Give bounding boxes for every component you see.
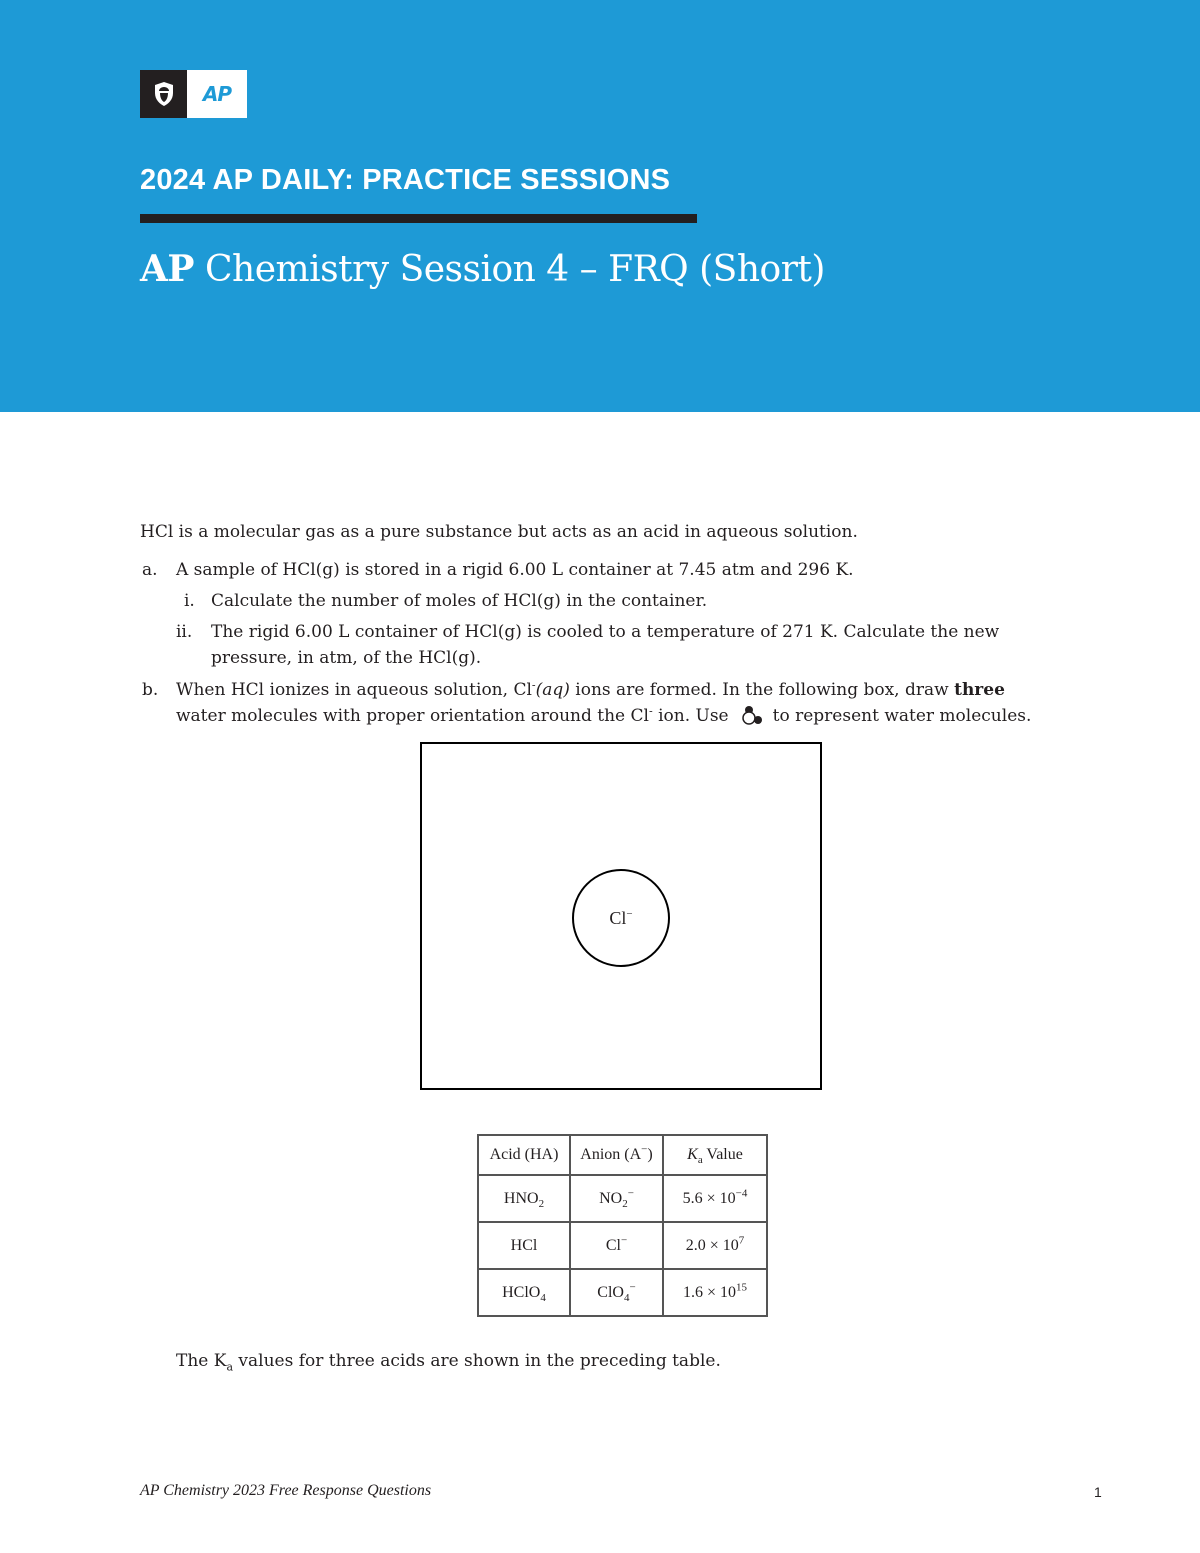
header-divider — [140, 214, 697, 223]
page-title — [140, 248, 825, 290]
chloride-ion-circle — [572, 869, 670, 967]
water-molecule-icon — [729, 707, 773, 727]
ka-description: The $K_a$ values for three acids are shown in the preceding table. — [176, 1351, 721, 1374]
page-number: 1 — [1094, 1484, 1102, 1500]
ka-cell: $5.6 \times 10^{-4}$ — [663, 1175, 767, 1222]
series-title: 2024 AP DAILY: PRACTICE SESSIONS — [140, 164, 671, 196]
part-a-ii-text-line1: The rigid 6.00 L container of HCl(g) is cooled to a temperature of 271 K. Calculate the new — [211, 622, 1000, 642]
header-ka: $K_a$ Value — [663, 1135, 767, 1175]
acid-cell: HCl — [478, 1222, 570, 1269]
anion-cell: $NO_2^-$ — [570, 1175, 663, 1222]
acid-cell: HClO$_4$ — [478, 1269, 570, 1316]
part-a-i-text: Calculate the number of moles of HCl(g) in the container. — [211, 591, 708, 611]
anion-cell: Cl− — [570, 1222, 663, 1269]
ka-cell: $1.6 \times 10^{15}$ — [663, 1269, 767, 1316]
part-a-ii-label: ii. — [176, 622, 193, 642]
table-row — [478, 1175, 767, 1222]
table-row — [478, 1269, 767, 1316]
header-acid: Acid (HA) — [478, 1135, 570, 1175]
title-text: Chemistry Session 4 – FRQ (Short) — [194, 249, 825, 290]
part-b-label: b. — [142, 680, 159, 700]
acid-cell: $HNO_2$ — [478, 1175, 570, 1222]
part-a-i-label: i. — [184, 591, 195, 611]
part-a-text: A sample of HCl(g) is stored in a rigid 6.00 L container at 7.45 atm and 296 K. — [176, 560, 854, 580]
part-a-label: a. — [142, 560, 158, 580]
part-b-line2: water molecules with proper orientation around the Cl- ion. Use to represent water molecules. — [176, 704, 1032, 726]
table-header-row — [478, 1135, 767, 1175]
part-a-ii-text-line2: pressure, in atm, of the HCl(g). — [211, 648, 482, 668]
question-intro: HCl is a molecular gas as a pure substance but acts as an acid in aqueous solution. — [140, 522, 858, 542]
college-board-ap-logo — [140, 70, 247, 118]
ka-table — [477, 1134, 768, 1317]
ka-cell: $2.0 \times 10^7$ — [663, 1222, 767, 1269]
header-banner — [0, 0, 1200, 412]
title-prefix: AP — [140, 248, 195, 290]
part-b-line1: When HCl ionizes in aqueous solution, Cl-(aq) ions are formed. In the following box, draw three — [176, 678, 1005, 700]
ap-logo-text: AP — [202, 82, 232, 106]
acorn-shield-icon — [140, 70, 187, 118]
chloride-ion-label: Cl− — [609, 907, 633, 928]
anion-cell: ClO$_4$− — [570, 1269, 663, 1316]
footer-title: AP Chemistry 2023 Free Response Questions — [140, 1482, 432, 1499]
table-row — [478, 1222, 767, 1269]
header-anion: Anion (A−) — [570, 1135, 663, 1175]
